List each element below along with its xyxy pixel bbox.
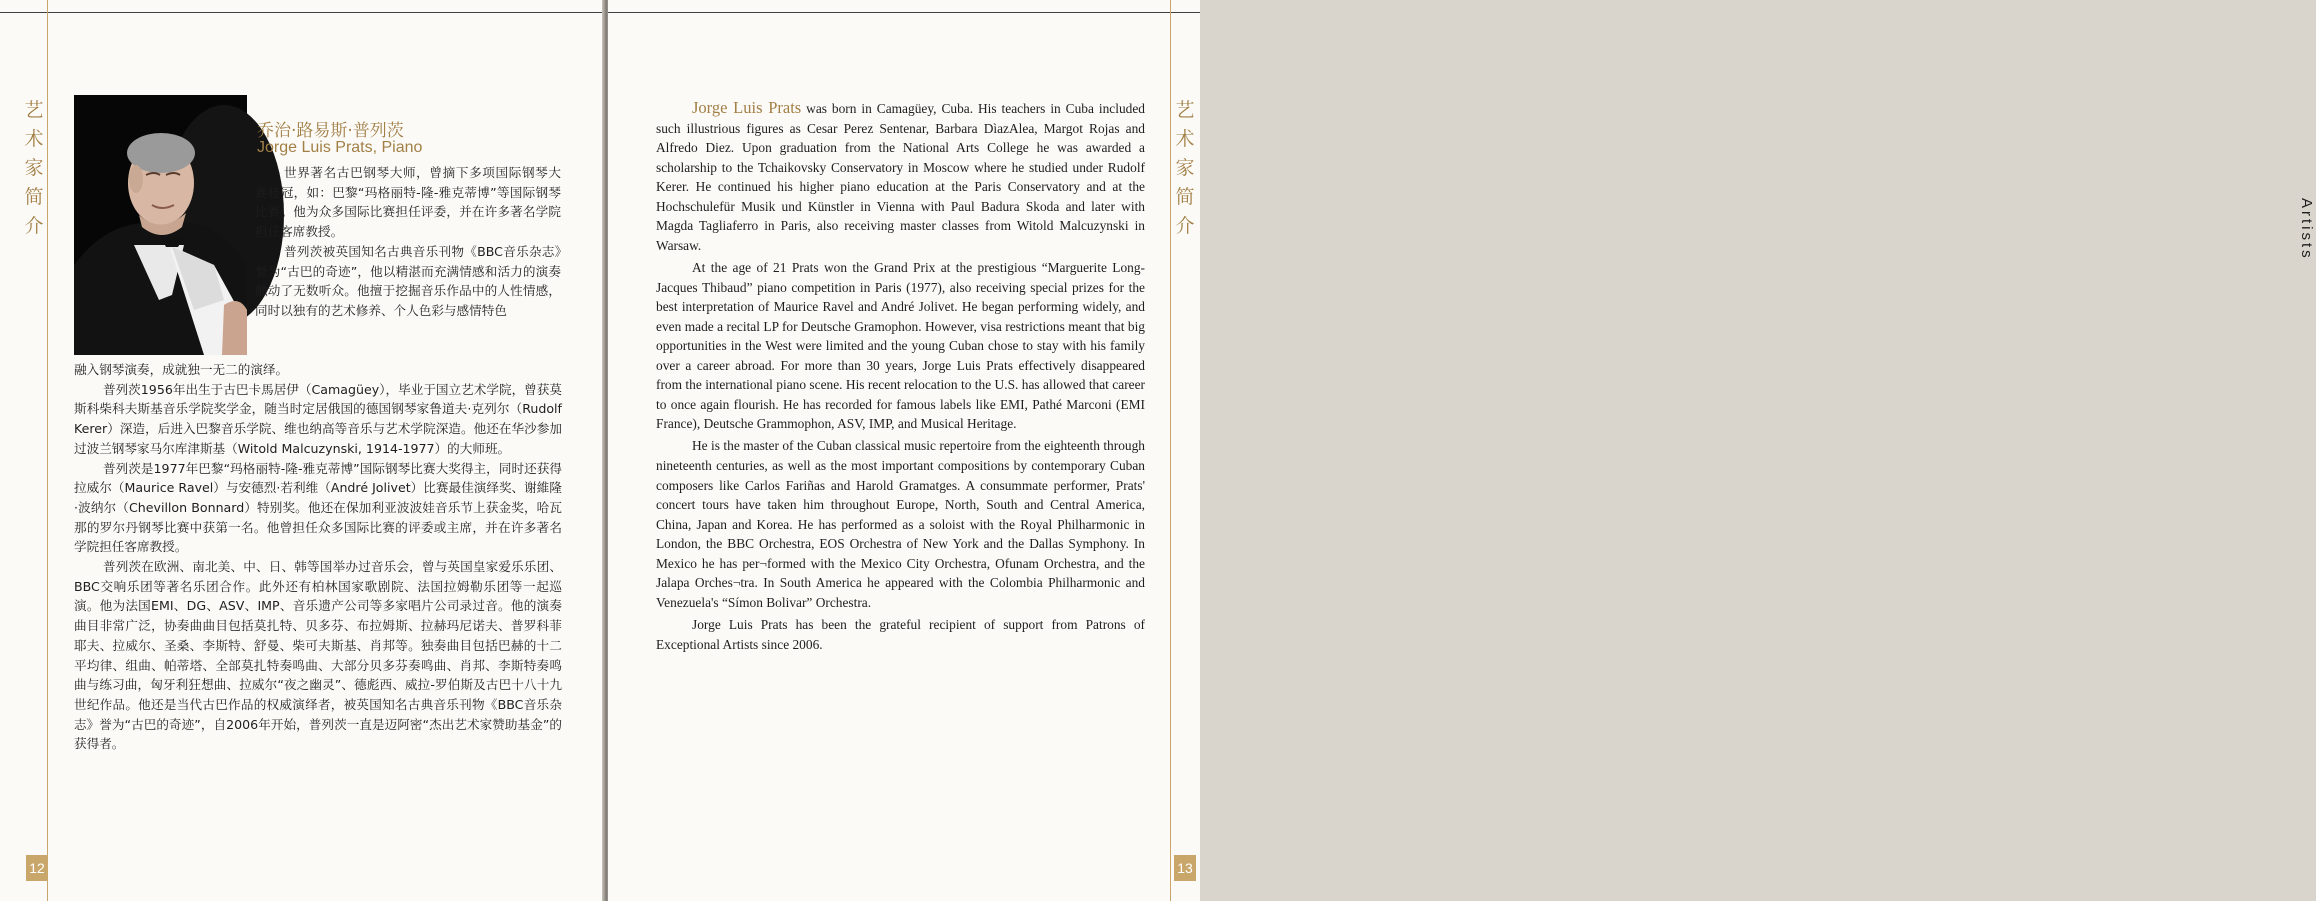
- page-number: 13: [1174, 855, 1196, 881]
- bio-cn-wrap: [255, 163, 561, 321]
- page-number: 12: [26, 855, 48, 881]
- top-rule: [608, 12, 1200, 13]
- bio-cn-paragraph: 普列茨在欧洲、南北美、中、日、韩等国举办过音乐会，曾与英国皇家爱乐乐团、BBC交响乐团等著名乐团合作。此外还有柏林国家歌剧院、法国拉姆勒乐团等一起巡演。他为法国EMI、DG、ASV、IMP、音乐遗产公司等多家唱片公司录过音。他的演奏曲目非常广泛，协奏曲曲目包括莫扎特、贝多芬、布拉姆斯、拉赫玛尼诺夫、普罗科菲耶夫、拉威尔、圣桑、李斯特、舒曼、柴可夫斯基、肖邦等。独奏曲目包括巴赫的十二平均律、组曲、帕蒂塔、全部莫扎特奏鸣曲、大部分贝多芬奏鸣曲、肖邦、李斯特奏鸣曲与练习曲，匈牙利狂想曲、拉威尔“夜之幽灵”、德彪西、威拉-罗伯斯及古巴十八十九世纪作品。他还是当代古巴作品的权威演绎者，被英国知名古典音乐刊物《BBC音乐杂志》誉为“古巴的奇迹”，自2006年开始，普列茨一直是迈阿密“杰出艺术家赞助基金”的获得者。: [74, 559, 562, 752]
- top-rule: [0, 12, 604, 13]
- side-title-char: 艺: [1175, 99, 1195, 121]
- bio-en-paragraph: At the age of 21 Prats won the Grand Prix at the prestigious “Marguerite Long-Jacques Thibaud” piano competition in Paris (1977), also receiving special prizes for the best interpretation of Maurice Ravel and André Jolivet. He began performing widely, and even made a recital LP for Deutsche Gramophon. However, visa restrictions meant that big opportunities in the West were limited and the young Cuban chose to stay with his family over a career abroad. For more than 30 years, Jorge Luis Prats effectively disappeared from the international piano scene. His recent relocation to the U.S. has allowed that career to once again flourish. He has recorded for famous labels like EMI, Pathé Marconi (EMI France), Deutsche Grammophon, ASV, IMP, and Musical Heritage.: [656, 259, 1145, 432]
- side-title-char: 简: [1175, 186, 1195, 208]
- side-title-char: 术: [24, 128, 44, 150]
- artist-name-en: Jorge Luis Prats, Piano: [257, 139, 423, 156]
- bio-en-paragraph: [656, 98, 1145, 255]
- bio-en-paragraph: He is the master of the Cuban classical music repertoire from the eighteenth through nineteenth centuries, as well as the most important compositions by contemporary Cuban composers like Carlos Fariñas and Harold Gramatges. A consummate performer, Prats' concert tours have taken him throughout Europe, North, South and Central America, China, Japan and Korea. He has performed as a soloist with the Royal Philharmonic in London, the BBC Orchestra, EOS Orchestra of New York and the Dallas Symphony. In Mexico he has per¬formed with the Mexico City Orchestra, Ofunam Orchestra, and the Jalapa Orches¬tra. In South America he appeared with the Colombia Philharmonic and Venezuela's “Símon Bolivar” Orchestra.: [656, 438, 1145, 610]
- artist-portrait-photo: [74, 95, 247, 355]
- side-title-char: 介: [24, 215, 44, 237]
- artist-name-cn: 乔治·路易斯·普列茨: [257, 121, 404, 141]
- bio-cn-paragraph: 世界著名古巴钢琴大师，曾摘下多项国际钢琴大赛桂冠，如：巴黎“玛格丽特-隆-雅克蒂博”等国际钢琴比赛。他为众多国际比赛担任评委，并在许多著名学院担任客席教授。: [255, 165, 561, 240]
- side-title-char: 术: [1175, 128, 1195, 150]
- side-title-char: 艺: [24, 99, 44, 121]
- side-title-en: Artists: [2298, 198, 2315, 261]
- side-title-char: 家: [1175, 157, 1195, 179]
- bio-cn-full: [74, 360, 562, 754]
- side-title-char: 家: [24, 157, 44, 179]
- bio-cn-paragraph: 普列茨1956年出生于古巴卡馬居伊（Camagüey），毕业于国立艺术学院，曾获莫斯科柴科夫斯基音乐学院奖学金，随当时定居俄国的德国钢琴家鲁道夫·克列尔（Rudolf Kerer）深造，后进入巴黎音乐学院、维也纳高等音乐与艺术学院深造。他还在华沙参加过波兰钢琴家马尔库津斯基（Witold Malcuzynski, 1914-1977）的大师班。: [74, 381, 562, 456]
- bio-cn-paragraph-continued: 融入钢琴演奏，成就独一无二的演绎。: [74, 362, 289, 377]
- artist-name-lead: Jorge Luis Prats: [692, 98, 802, 117]
- bio-cn-paragraph: 普列茨是1977年巴黎“玛格丽特-隆-雅克蒂博”国际钢琴比赛大奖得主，同时还获得拉威尔（Maurice Ravel）与安德烈·若利维（André Jolivet）比赛最佳演绎奖、谢維隆·波纳尔（Chevillon Bonnard）特别奖。他还在保加利亚波波娃音乐节上获金奖，哈瓦那的罗尔丹钢琴比赛中获第一名。他曾担任众多国际比赛的评委或主席，并在许多著名学院担任客席教授。: [74, 460, 562, 555]
- side-title-char: 简: [24, 186, 44, 208]
- bio-cn-paragraph: 普列茨被英国知名古典音乐刊物《BBC音乐杂志》誉为“古巴的奇迹”，他以精湛而充满情感和活力的演奏触动了无数听众。他擅于挖掘音乐作品中的人性情感，同时以独有的艺术修养、个人色彩与感情特色: [255, 243, 561, 318]
- side-title: [1171, 96, 2315, 261]
- side-title-char: 介: [1175, 215, 1195, 237]
- bio-en-text: was born in Camagüey, Cuba. His teachers in Cuba included such illustrious figures as Cesar Perez Sentenar, Barbara DìazAlea, Margot Rojas and Alfredo Diez. Upon graduation from the National Arts College he was awarded a scholarship to the Tchaikovsky Conservatory in Moscow where he studied under Rudolf Kerer. He continued his higher piano education at the Paris Conservatory and at the Hochschulefür Musik und Künstler in Vienna with Paul Badura Skoda and later with Magda Tagliaferro in Paris, also receiving master classes from Witold Malcuzynski in Warsaw.: [656, 101, 1145, 253]
- side-title: [20, 96, 48, 241]
- bio-en: [656, 98, 1145, 657]
- bio-en-paragraph: Jorge Luis Prats has been the grateful recipient of support from Patrons of Exceptional Artists since 2006.: [656, 617, 1145, 652]
- left-page: [0, 0, 604, 901]
